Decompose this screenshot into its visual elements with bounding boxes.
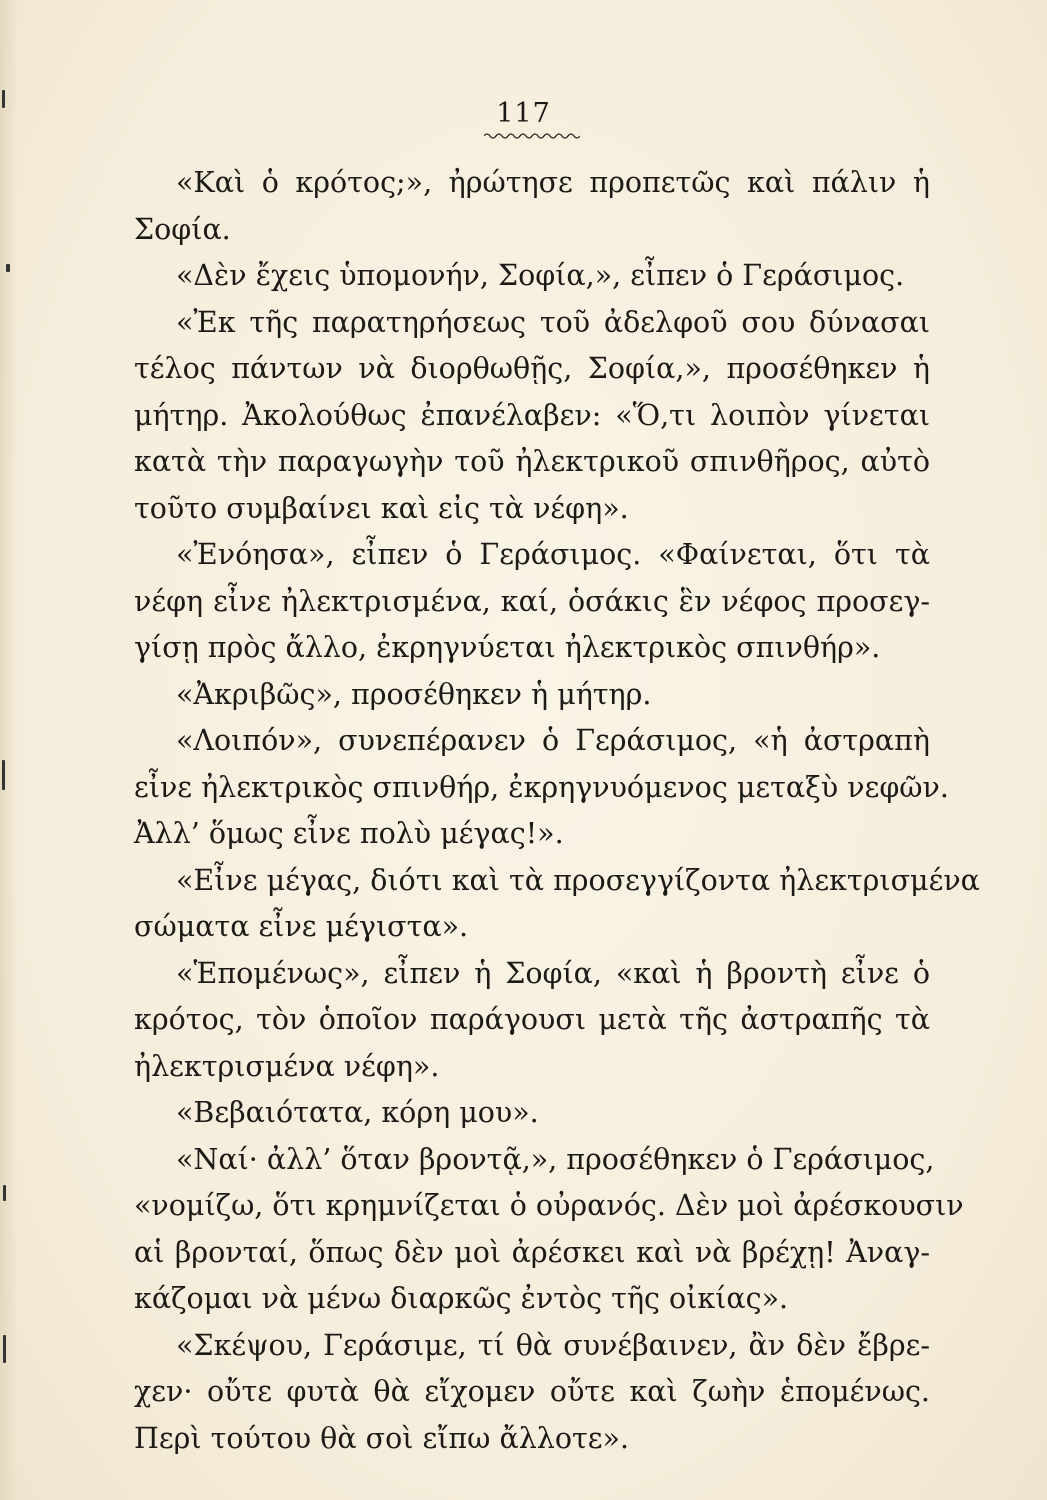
margin-mark — [2, 760, 5, 790]
text-line: «Ναί· ἀλλ’ ὅταν βροντᾷ,», προσέθηκεν ὁ Γεράσιμος, — [176, 1142, 935, 1176]
body-text — [134, 160, 980, 1462]
page-fold-shade — [0, 0, 18, 1500]
text-line: μήτηρ. Ἀκολούθως ἐπανέλαβεν: «Ὅ,τι λοιπὸν γίνεται — [134, 398, 930, 432]
text-line: «Ἐκ τῆς παρατηρήσεως τοῦ ἀδελφοῦ σου δύνασαι — [176, 305, 930, 339]
text-line: τέλος πάντων νὰ διορθωθῇς, Σοφία,», προσέθηκεν ἡ — [134, 352, 930, 385]
text-line: «Λοιπόν», συνεπέρανεν ὁ Γεράσιμος, «ἡ ἀστραπὴ — [176, 724, 930, 757]
text-line: κρότος, τὸν ὁποῖον παράγουσι μετὰ τῆς ἀστραπῆς τὰ — [134, 1003, 930, 1036]
text-line: γίσῃ πρὸς ἄλλο, ἐκρηγνύεται ἠλεκτρικὸς σπινθήρ». — [134, 631, 881, 664]
margin-mark — [3, 1185, 6, 1201]
text-line: τοῦτο συμβαίνει καὶ εἰς τὰ νέφη». — [134, 491, 629, 525]
text-line: χεν· οὔτε φυτὰ θὰ εἴχομεν οὔτε καὶ ζωὴν ἑπομένως. — [134, 1375, 930, 1408]
text-line: «νομίζω, ὅτι κρημνίζεται ὁ οὐρανός. Δὲν μοὶ ἀρέσκουσιν — [134, 1189, 964, 1222]
text-line: «Καὶ ὁ κρότος;», ἠρώτησε προπετῶς καὶ πάλιν ἡ — [176, 166, 930, 199]
text-line: αἱ βρονταί, ὅπως δὲν μοὶ ἀρέσκει καὶ νὰ βρέχῃ! Ἀναγ- — [134, 1235, 930, 1269]
text-line: νέφη εἶνε ἠλεκτρισμένα, καί, ὁσάκις ἓν νέφος προσεγ- — [134, 584, 930, 618]
margin-mark — [3, 1335, 6, 1363]
text-line: Περὶ τούτου θὰ σοὶ εἴπω ἄλλοτε». — [134, 1421, 630, 1455]
text-line: «Ἐνόησα», εἶπεν ὁ Γεράσιμος. «Φαίνεται, ὅτι τὰ — [176, 538, 930, 571]
wavy-rule-ornament — [484, 132, 580, 140]
text-line: «Ἑπομένως», εἶπεν ἡ Σοφία, «καὶ ἡ βροντὴ εἶνε ὁ — [176, 956, 930, 990]
page-number: 117 — [496, 98, 551, 129]
text-line: κάζομαι νὰ μένω διαρκῶς ἐντὸς τῆς οἰκίας». — [134, 1282, 789, 1315]
text-line: ἠλεκτρισμένα νέφη». — [134, 1049, 440, 1083]
margin-mark — [6, 264, 10, 272]
text-line: «Ἀκριβῶς», προσέθηκεν ἡ μήτηρ. — [176, 677, 652, 711]
text-line: «Δὲν ἔχεις ὑπομονήν, Σοφία,», εἶπεν ὁ Γεράσιμος. — [176, 259, 905, 292]
text-line: «Σκέψου, Γεράσιμε, τί θὰ συνέβαινεν, ἂν δὲν ἔβρε- — [176, 1328, 930, 1362]
text-line: Ἀλλ’ ὅμως εἶνε πολὺ μέγας!». — [134, 817, 564, 850]
text-line: σώματα εἶνε μέγιστα». — [134, 910, 469, 943]
text-line: «Εἶνε μέγας, διότι καὶ τὰ προσεγγίζοντα ἠλεκτρισμένα — [176, 863, 980, 897]
text-line: Σοφία. — [134, 212, 231, 246]
text-line: εἶνε ἠλεκτρικὸς σπινθήρ, ἐκρηγνυόμενος μεταξὺ νεφῶν. — [134, 770, 949, 804]
text-line: κατὰ τὴν παραγωγὴν τοῦ ἠλεκτρικοῦ σπινθῆρος, αὐτὸ — [134, 445, 930, 478]
text-line: «Βεβαιότατα, κόρη μου». — [176, 1096, 539, 1129]
